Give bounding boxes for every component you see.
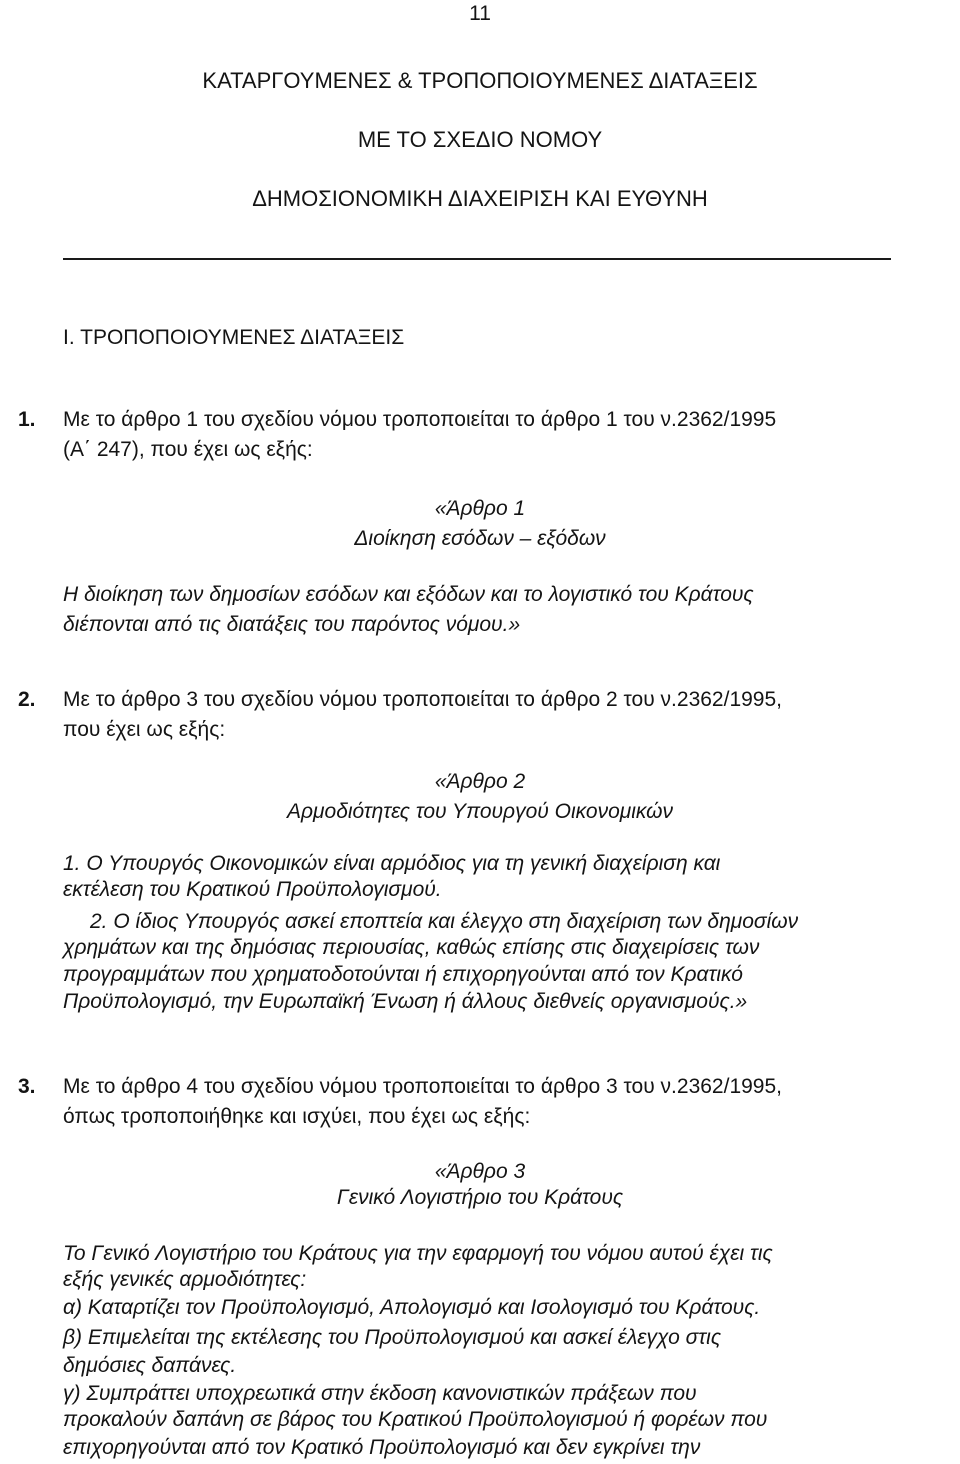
article-1-heading: «Άρθρο 1 <box>434 497 526 520</box>
item-1-intro-line-2: (Α΄ 247), που έχει ως εξής: <box>63 438 313 461</box>
article-3-heading: «Άρθρο 3 <box>434 1160 526 1183</box>
article-2-body-line-1: 1. Ο Υπουργός Οικονομικών είναι αρμόδιος για τη γενική διαχείριση και <box>63 852 721 875</box>
article-3-body-line-8: επιχορηγούνται από τον Κρατικό Προϋπολογισμό και δεν εγκρίνει την <box>63 1436 701 1459</box>
article-1-body-line-2: διέπονται από τις διατάξεις του παρόντος νόμου.» <box>63 613 521 636</box>
article-1-title: Διοίκηση εσόδων – εξόδων <box>354 527 606 550</box>
article-3-body-line-5: δημόσιες δαπάνες. <box>63 1354 237 1377</box>
item-3-number: 3. <box>18 1075 36 1098</box>
item-3-intro-line-2: όπως τροποποιήθηκε και ισχύει, που έχει ως εξής: <box>63 1105 531 1128</box>
item-2-intro-line-1: Με το άρθρο 3 του σχεδίου νόμου τροποποιείται το άρθρο 2 του ν.2362/1995, <box>63 688 782 711</box>
article-2-body-line-4: χρημάτων και της δημόσιας περιουσίας, καθώς επίσης στις διαχειρίσεις των <box>63 936 760 959</box>
item-2-number: 2. <box>18 688 36 711</box>
title-line-2: ΜΕ ΤΟ ΣΧΕΔΙΟ ΝΟΜΟΥ <box>357 127 603 152</box>
article-3-body-line-6: γ) Συμπράττει υποχρεωτικά στην έκδοση κανονιστικών πράξεων που <box>63 1382 697 1405</box>
article-3-body-line-1: Το Γενικό Λογιστήριο του Κράτους για την εφαρμογή του νόμου αυτού έχει τις <box>63 1242 773 1265</box>
article-2-heading: «Άρθρο 2 <box>434 770 526 793</box>
article-2-body-line-6: Προϋπολογισμό, την Ευρωπαϊκή Ένωση ή άλλους διεθνείς οργανισμούς.» <box>63 990 748 1013</box>
article-2-body-line-5: προγραμμάτων που χρηματοδοτούνται ή επιχορηγούνται από τον Κρατικό <box>63 963 743 986</box>
article-3-body-line-3: α) Καταρτίζει τον Προϋπολογισμό, Απολογισμό και Ισολογισμό του Κράτους. <box>63 1296 761 1319</box>
article-2-body-line-2: εκτέλεση του Κρατικού Προϋπολογισμού. <box>63 878 442 901</box>
page-number: 11 <box>469 2 491 25</box>
article-2-body-line-3: 2. Ο ίδιος Υπουργός ασκεί εποπτεία και έλεγχο στη διαχείριση των δημοσίων <box>90 910 799 933</box>
section-heading: Ι. ΤΡΟΠΟΠΟΙΟΥΜΕΝΕΣ ΔΙΑΤΑΞΕΙΣ <box>63 326 405 349</box>
item-1-intro-line-1: Με το άρθρο 1 του σχεδίου νόμου τροποποιείται το άρθρο 1 του ν.2362/1995 <box>63 408 777 431</box>
title-line-3: ΔΗΜΟΣΙΟΝΟΜΙΚΗ ΔΙΑΧΕΙΡΙΣΗ ΚΑΙ ΕΥΘΥΝΗ <box>252 186 708 211</box>
article-1-body-line-1: Η διοίκηση των δημοσίων εσόδων και εξόδων και το λογιστικό του Κράτους <box>63 583 754 606</box>
article-3-body-line-2: εξής γενικές αρμοδιότητες: <box>63 1268 307 1291</box>
article-2-title: Αρμοδιότητες του Υπουργού Οικονομικών <box>286 800 674 823</box>
article-3-title: Γενικό Λογιστήριο του Κράτους <box>336 1186 624 1209</box>
article-3-body-line-4: β) Επιμελείται της εκτέλεσης του Προϋπολογισμού και ασκεί έλεγχο στις <box>63 1326 722 1349</box>
item-3-intro-line-1: Με το άρθρο 4 του σχεδίου νόμου τροποποιείται το άρθρο 3 του ν.2362/1995, <box>63 1075 782 1098</box>
article-3-body-line-7: προκαλούν δαπάνη σε βάρος του Κρατικού Προϋπολογισμού ή φορέων που <box>63 1408 768 1431</box>
item-2-intro-line-2: που έχει ως εξής: <box>63 718 226 741</box>
title-underline <box>63 258 891 260</box>
title-line-1: ΚΑΤΑΡΓΟΥΜΕΝΕΣ & ΤΡΟΠΟΠΟΙΟΥΜΕΝΕΣ ΔΙΑΤΑΞΕΙΣ <box>202 68 758 93</box>
item-1-number: 1. <box>18 408 36 431</box>
